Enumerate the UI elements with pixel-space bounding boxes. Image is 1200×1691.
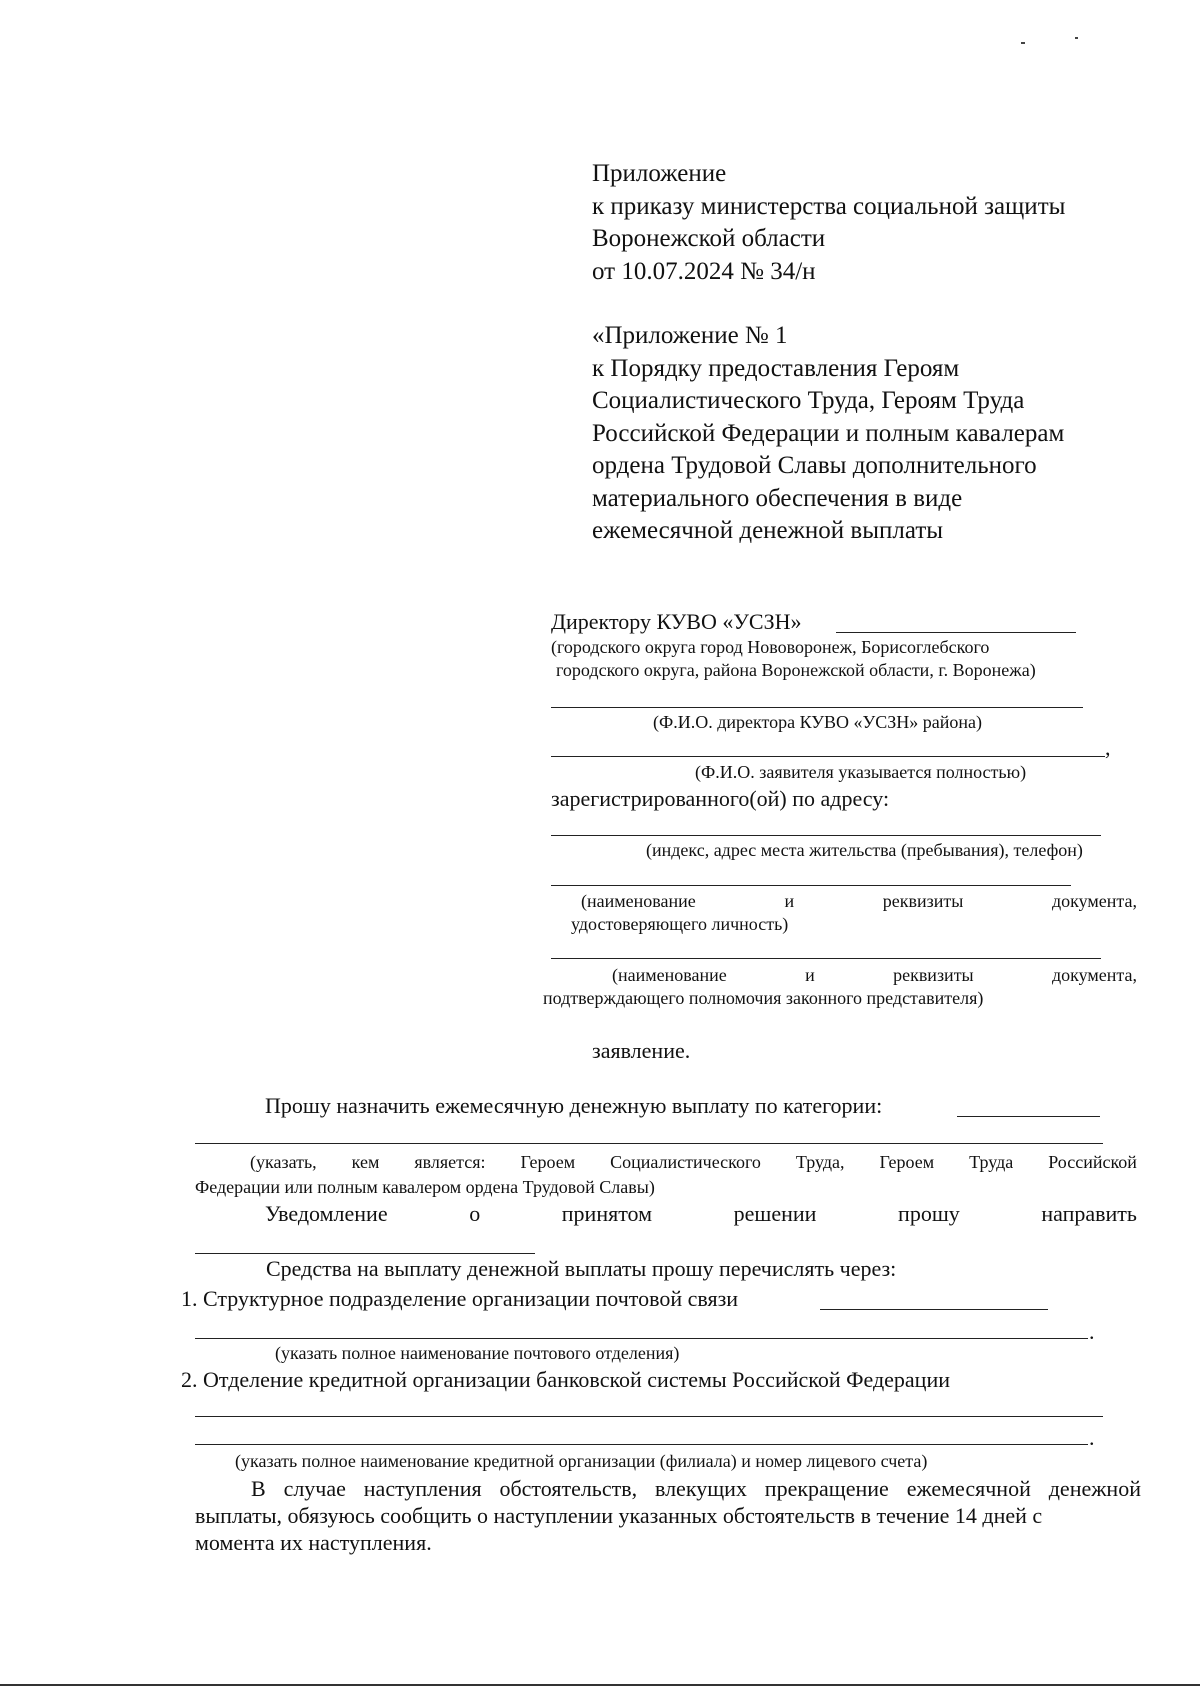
appendix-line: к Порядку предоставления Героям [592, 354, 960, 382]
appendix-line: ордена Трудовой Славы дополнительного [592, 452, 1037, 479]
closing-paragraph [251, 1475, 1141, 1502]
notice-word: Уведомление [265, 1201, 388, 1226]
director-label: Директору КУВО «УСЗН» [551, 609, 802, 634]
scan-speck [1021, 42, 1025, 44]
district-hint: городского округа, района Воронежской области, г. Воронежа) [556, 660, 1036, 680]
hint-word: документа, [1051, 965, 1137, 985]
hint-word: Героем [520, 1152, 576, 1172]
hint-word: является: [414, 1152, 486, 1172]
category-hint [250, 1151, 1137, 1173]
notice-word: направить [1041, 1201, 1137, 1226]
option-postal: 1. Структурное подразделение организации почтовой связи [181, 1286, 739, 1311]
funds-text: Средства на выплату денежной выплаты прошу перечислять через: [266, 1256, 897, 1281]
closing-paragraph-line: момента их наступления. [195, 1530, 432, 1555]
hint-word: Труда, [795, 1152, 845, 1172]
bank-field[interactable] [195, 1416, 1103, 1417]
registered-label: зарегистрированного(ой) по адресу: [551, 786, 890, 811]
closing-word: прекращение [764, 1476, 889, 1501]
director-district-field[interactable] [836, 632, 1076, 633]
header-line: Приложение [592, 160, 727, 187]
closing-word: наступления [363, 1476, 482, 1501]
hint-word: Героем [879, 1152, 935, 1172]
hint-word: документа, [1051, 891, 1137, 911]
closing-word: случае [283, 1476, 346, 1501]
header-line: Воронежской области [592, 225, 826, 252]
hint-word: (указать, [250, 1152, 317, 1172]
document-title: заявление. [592, 1038, 691, 1063]
address-hint: (индекс, адрес места жительства (пребывания), телефон) [646, 840, 1083, 860]
hint-word: (наименование [612, 965, 727, 985]
category-field[interactable] [957, 1116, 1100, 1117]
address-field[interactable] [551, 835, 1101, 836]
director-name-field[interactable] [551, 707, 1083, 708]
hint-word: Труда [969, 1152, 1014, 1172]
option-bank: 2. Отделение кредитной организации банковской системы Российской Федерации [181, 1367, 951, 1392]
notice-word: принятом [561, 1201, 653, 1226]
notice-method-field[interactable] [195, 1253, 535, 1254]
id-document-hint [581, 890, 1137, 912]
closing-word: В [251, 1476, 266, 1501]
hint-word: Социалистического [610, 1152, 761, 1172]
representative-document-hint: подтверждающего полномочия законного представителя) [543, 988, 984, 1008]
bank-hint: (указать полное наименование кредитной организации (филиала) и номер лицевого счета) [235, 1451, 928, 1471]
id-document-hint: удостоверяющего личность) [571, 914, 789, 934]
applicant-comma: , [1105, 735, 1111, 760]
page-bottom-edge [0, 1684, 1200, 1686]
closing-paragraph-line: выплаты, обязуюсь сообщить о наступлении указанных обстоятельств в течение 14 дней с [195, 1503, 1043, 1528]
hint-word: Российской [1048, 1152, 1137, 1172]
appendix-line: Российской Федерации и полным кавалерам [592, 419, 1065, 447]
hint-word: реквизиты [882, 891, 964, 911]
notice-text [265, 1200, 1137, 1227]
director-name-hint: (Ф.И.О. директора КУВО «УСЗН» района) [653, 712, 983, 732]
option-postal-end: . [1089, 1319, 1095, 1344]
closing-word: влекущих [654, 1476, 747, 1501]
appendix-line: Социалистического Труда, Героям Труда [592, 387, 1025, 414]
hint-word: и [784, 891, 795, 911]
order-header [592, 158, 1065, 288]
bank-field-continued[interactable] [195, 1444, 1088, 1445]
notice-word: прошу [898, 1201, 960, 1226]
appendix-line: материального обеспечения в виде [592, 484, 963, 512]
request-text: Прошу назначить ежемесячную денежную выплату по категории: [265, 1093, 883, 1118]
header-line: к приказу министерства социальной защиты [592, 192, 1066, 220]
notice-word: решении [733, 1201, 817, 1226]
appendix-line: ежемесячной денежной выплаты [592, 517, 944, 544]
closing-word: обстоятельств, [499, 1476, 638, 1501]
applicant-name-hint: (Ф.И.О. заявителя указывается полностью) [695, 762, 1027, 782]
hint-word: (наименование [581, 891, 696, 911]
scan-speck [1075, 37, 1078, 39]
representative-document-hint [612, 964, 1137, 986]
option-bank-end: . [1089, 1425, 1095, 1450]
appendix-line: «Приложение № 1 [592, 322, 788, 349]
appendix-header [592, 320, 1064, 548]
applicant-name-field[interactable] [551, 756, 1105, 757]
hint-word: кем [351, 1152, 380, 1172]
postal-office-field-continued[interactable] [195, 1338, 1088, 1339]
representative-document-field[interactable] [551, 958, 1101, 959]
hint-word: реквизиты [893, 965, 974, 985]
closing-word: денежной [1048, 1476, 1141, 1501]
category-field-continued[interactable] [195, 1143, 1103, 1144]
closing-word: ежемесячной [906, 1476, 1031, 1501]
header-line: от 10.07.2024 № 34/н [592, 257, 816, 285]
notice-word: о [469, 1201, 481, 1226]
postal-office-field[interactable] [820, 1309, 1048, 1310]
hint-word: и [805, 965, 815, 985]
category-hint: Федерации или полным кавалером ордена Трудовой Славы) [195, 1177, 655, 1197]
district-hint: (городского округа город Нововоронеж, Борисоглебского [551, 637, 990, 657]
postal-hint: (указать полное наименование почтового отделения) [275, 1343, 680, 1363]
id-document-field[interactable] [551, 885, 1071, 886]
